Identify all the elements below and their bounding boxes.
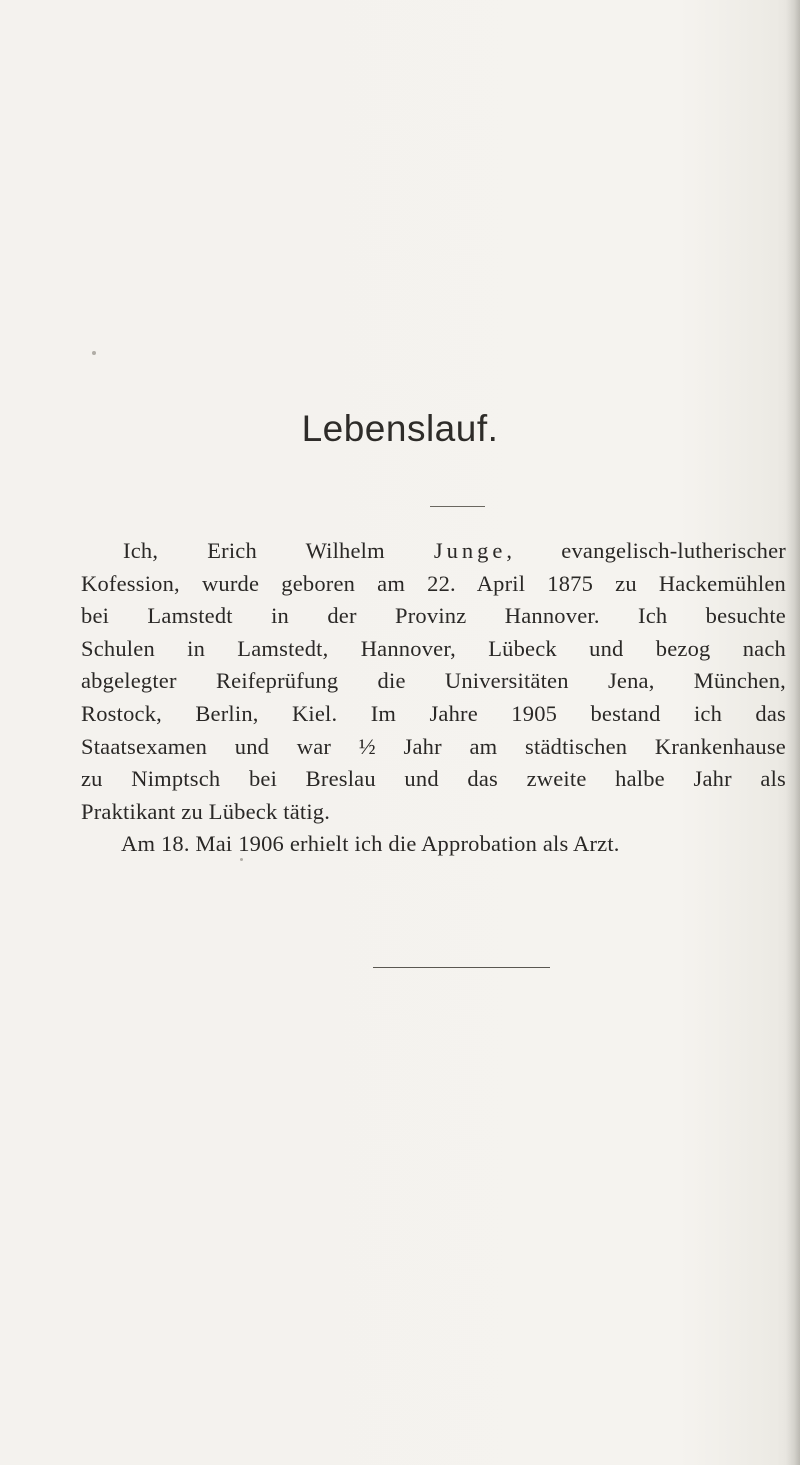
page-title: Lebenslauf.: [301, 408, 499, 449]
text-run: , evangelisch-lutherischer: [506, 538, 786, 563]
paragraph-1-line-3: bei Lamstedt in der Provinz Hannover. Ich besuchte: [81, 603, 786, 629]
biography-text: [81, 535, 786, 861]
title-divider: [430, 506, 485, 507]
paragraph-1-line-5: abgelegter Reifeprüfung die Universitäten Jena, München,: [81, 668, 786, 694]
paragraph-1-line-6: Rostock, Berlin, Kiel. Im Jahre 1905 bestand ich das: [81, 700, 786, 726]
paper-speck: [92, 351, 96, 355]
paragraph-1-line-7: Staatsexamen und war ½ Jahr am städtischen Krankenhause: [81, 733, 786, 759]
paragraph-1-line-9: Praktikant zu Lübeck tätig.: [81, 798, 331, 824]
author-surname: Junge: [433, 538, 507, 563]
page-edge-shadow: [786, 0, 800, 1465]
paragraph-1-line-1: [81, 535, 786, 568]
paragraph-1-line-2: Kofession, wurde geboren am 22. April 1875 zu Hackemühlen: [81, 570, 786, 596]
text-run: Ich, Erich Wilhelm: [123, 538, 385, 563]
closing-divider: [373, 967, 550, 968]
paragraph-2-line-1: Am 18. Mai 1906 erhielt ich die Approbation als Arzt.: [121, 831, 620, 857]
paragraph-1-line-8: zu Nimptsch bei Breslau und das zweite halbe Jahr als: [81, 766, 786, 792]
paragraph-1-line-4: Schulen in Lamstedt, Hannover, Lübeck und bezog nach: [81, 635, 786, 661]
